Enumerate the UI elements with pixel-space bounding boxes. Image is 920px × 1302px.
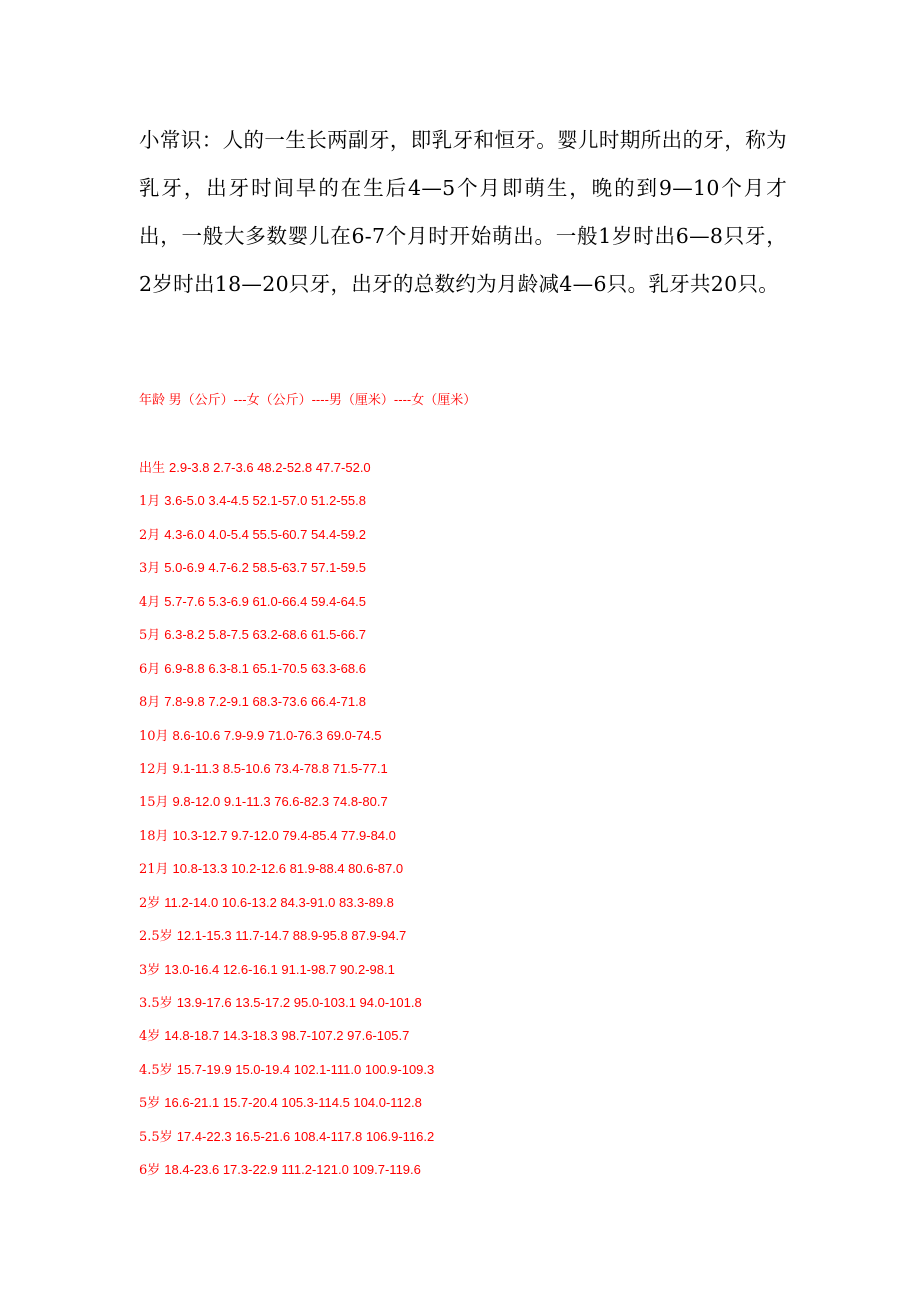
table-row <box>139 792 434 825</box>
values-cell: 10.3-12.7 9.7-12.0 79.4-85.4 77.9-84.0 <box>172 827 396 843</box>
values-cell: 16.6-21.1 15.7-20.4 105.3-114.5 104.0-112.8 <box>164 1095 422 1111</box>
values-cell: 11.2-14.0 10.6-13.2 84.3-91.0 83.3-89.8 <box>164 894 394 910</box>
age-cell: 3.5岁 <box>139 996 173 1011</box>
age-cell: 2月 <box>139 527 161 543</box>
age-cell: 5岁 <box>139 1096 161 1112</box>
age-cell: 18月 <box>139 828 169 844</box>
age-cell: 6月 <box>139 661 161 677</box>
table-row <box>139 1127 434 1160</box>
values-cell: 4.3-6.0 4.0-5.4 55.5-60.7 54.4-59.2 <box>164 526 366 542</box>
values-cell: 18.4-23.6 17.3-22.9 111.2-121.0 109.7-119.6 <box>164 1162 421 1178</box>
values-cell: 6.9-8.8 6.3-8.1 65.1-70.5 63.3-68.6 <box>164 660 366 676</box>
values-cell: 2.9-3.8 2.7-3.6 48.2-52.8 47.7-52.0 <box>169 460 371 475</box>
intro-paragraph: 小常识：人的一生长两副牙，即乳牙和恒牙。婴儿时期所出的牙，称为乳牙，出牙时间早的在生后4—5个月即萌生，晚的到9—10个月才出，一般大多数婴儿在6-7个月时开始萌出。一般1岁时出6—8只牙，2岁时出18—20只牙，出牙的总数约为月龄减4—6只。乳牙共20只。 <box>139 128 787 296</box>
table-row <box>139 525 434 558</box>
age-cell: 21月 <box>139 862 169 878</box>
age-cell: 4月 <box>139 594 161 610</box>
age-cell: 8月 <box>139 695 161 711</box>
values-cell: 5.0-6.9 4.7-6.2 58.5-63.7 57.1-59.5 <box>164 560 366 576</box>
values-cell: 7.8-9.8 7.2-9.1 68.3-73.6 66.4-71.8 <box>164 694 366 710</box>
table-row <box>139 893 434 926</box>
values-cell: 8.6-10.6 7.9-9.9 71.0-76.3 69.0-74.5 <box>172 727 382 743</box>
age-cell: 2.5岁 <box>139 929 173 945</box>
age-cell: 4.5岁 <box>139 1062 173 1078</box>
table-row <box>139 592 434 625</box>
table-row <box>139 826 434 859</box>
values-cell: 12.1-15.3 11.7-14.7 88.9-95.8 87.9-94.7 <box>176 928 407 944</box>
values-cell: 9.1-11.3 8.5-10.6 73.4-78.8 71.5-77.1 <box>172 760 388 776</box>
table-header: 年龄 男（公斤）---女（公斤）----男（厘米）----女（厘米） <box>139 392 477 407</box>
values-cell: 13.9-17.6 13.5-17.2 95.0-103.1 94.0-101.8 <box>176 995 422 1010</box>
table-row <box>139 1093 434 1126</box>
age-cell: 5月 <box>139 628 161 644</box>
values-cell: 17.4-22.3 16.5-21.6 108.4-117.8 106.9-116.2 <box>176 1128 435 1144</box>
values-cell: 9.8-12.0 9.1-11.3 76.6-82.3 74.8-80.7 <box>172 794 388 810</box>
values-cell: 15.7-19.9 15.0-19.4 102.1-111.0 100.9-109.3 <box>176 1061 435 1077</box>
age-cell: 5.5岁 <box>139 1129 173 1145</box>
table-row <box>139 960 434 993</box>
age-cell: 1月 <box>139 494 161 510</box>
values-cell: 14.8-18.7 14.3-18.3 98.7-107.2 97.6-105.7 <box>164 1028 410 1044</box>
table-row <box>139 759 434 792</box>
age-cell: 出生 <box>139 461 166 476</box>
table-row <box>139 692 434 725</box>
values-cell: 10.8-13.3 10.2-12.6 81.9-88.4 80.6-87.0 <box>172 861 404 877</box>
age-cell: 2岁 <box>139 895 161 911</box>
table-row <box>139 993 434 1026</box>
age-cell: 4岁 <box>139 1029 161 1045</box>
growth-data-list <box>139 458 434 1194</box>
table-row <box>139 926 434 959</box>
values-cell: 5.7-7.6 5.3-6.9 61.0-66.4 59.4-64.5 <box>164 593 366 609</box>
age-cell: 15月 <box>139 795 169 811</box>
table-row <box>139 659 434 692</box>
age-cell: 3岁 <box>139 962 161 978</box>
table-row <box>139 1060 434 1093</box>
table-row <box>139 859 434 892</box>
age-cell: 10月 <box>139 728 169 744</box>
age-cell: 6岁 <box>139 1163 161 1179</box>
table-row <box>139 1160 434 1193</box>
values-cell: 3.6-5.0 3.4-4.5 52.1-57.0 51.2-55.8 <box>164 493 366 509</box>
table-row <box>139 625 434 658</box>
table-row <box>139 458 434 491</box>
values-cell: 6.3-8.2 5.8-7.5 63.2-68.6 61.5-66.7 <box>164 627 366 643</box>
age-cell: 12月 <box>139 761 169 777</box>
table-row <box>139 558 434 591</box>
table-row <box>139 1026 434 1059</box>
values-cell: 13.0-16.4 12.6-16.1 91.1-98.7 90.2-98.1 <box>164 961 395 977</box>
table-row <box>139 491 434 524</box>
table-row <box>139 726 434 759</box>
age-cell: 3月 <box>139 561 161 577</box>
